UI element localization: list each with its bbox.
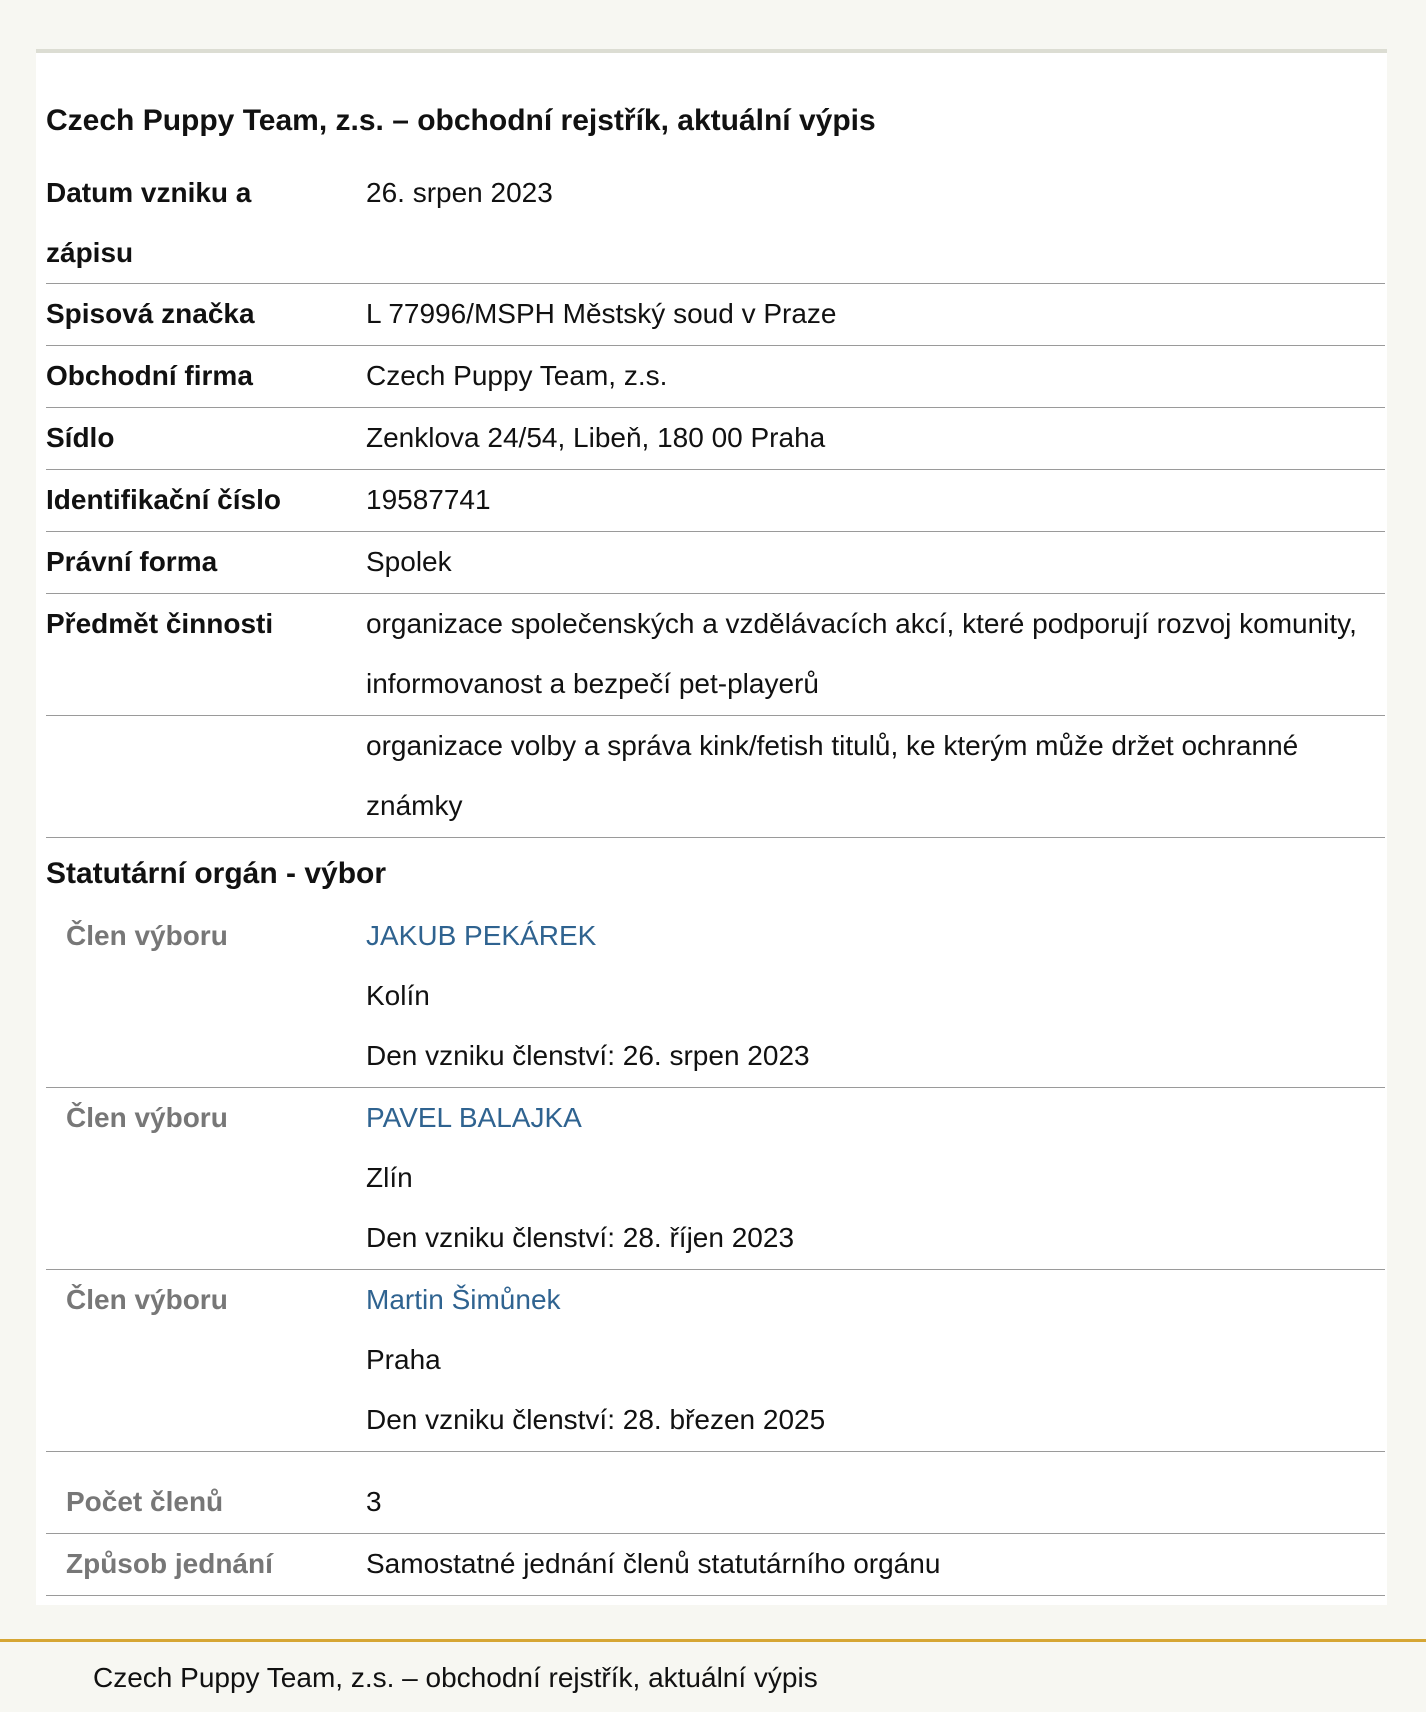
member-since: Den vzniku členství: 28. říjen 2023: [366, 1222, 795, 1253]
label-sidlo: Sídlo: [46, 422, 115, 453]
member-role: Člen výboru: [66, 920, 228, 951]
value-forma: Spolek: [366, 546, 452, 577]
label-firma: Obchodní firma: [46, 360, 253, 391]
member-row: [46, 906, 1385, 1088]
member-details: [366, 1088, 1376, 1268]
value-manner: Samostatné jednání členů statutárního orgánu: [366, 1548, 941, 1579]
row-sidlo: [46, 408, 1385, 470]
value-firma: Czech Puppy Team, z.s.: [366, 360, 668, 391]
value-predmet-2: organizace volby a správa kink/fetish titulů, ke kterým může držet ochranné známky: [366, 730, 1299, 821]
member-details: [366, 1270, 1376, 1450]
value-count: 3: [366, 1486, 382, 1517]
page-title: Czech Puppy Team, z.s. – obchodní rejstřík, aktuální výpis: [46, 104, 876, 137]
footer-divider: [0, 1639, 1426, 1642]
member-name-link[interactable]: JAKUB PEKÁREK: [366, 920, 597, 951]
row-predmet-2: [46, 716, 1385, 838]
member-role: Člen výboru: [66, 1284, 228, 1315]
footer-caption: Czech Puppy Team, z.s. – obchodní rejstřík, aktuální výpis: [93, 1662, 818, 1693]
label-count: Počet členů: [66, 1486, 224, 1517]
label-manner: Způsob jednání: [66, 1548, 273, 1579]
value-datum: 26. srpen 2023: [366, 177, 553, 208]
label-spisova: Spisová značka: [46, 298, 255, 329]
row-datum: [46, 163, 1385, 284]
member-since: Den vzniku členství: 26. srpen 2023: [366, 1040, 810, 1071]
member-role: Člen výboru: [66, 1102, 228, 1133]
section-title-statutory: Statutární orgán - výbor: [46, 857, 387, 890]
value-predmet-1: organizace společenských a vzdělávacích akcí, které podporují rozvoj komunity, informovanost a bezpečí pet-playerů: [366, 608, 1357, 699]
member-city: Praha: [366, 1344, 441, 1375]
row-spisova: [46, 284, 1385, 346]
label-datum: Datum vzniku a zápisu: [46, 177, 252, 268]
value-sidlo: Zenklova 24/54, Libeň, 180 00 Praha: [366, 422, 826, 453]
row-count: [46, 1452, 1385, 1534]
row-manner: [46, 1534, 1385, 1596]
member-name-link[interactable]: Martin Šimůnek: [366, 1284, 561, 1315]
member-since: Den vzniku členství: 28. březen 2025: [366, 1404, 826, 1435]
member-row: [46, 1088, 1385, 1270]
row-predmet-1: [46, 594, 1385, 716]
label-forma: Právní forma: [46, 546, 218, 577]
member-city: Zlín: [366, 1162, 413, 1193]
member-details: [366, 906, 1376, 1086]
member-row: [46, 1270, 1385, 1452]
value-spisova: L 77996/MSPH Městský soud v Praze: [366, 298, 837, 329]
row-firma: [46, 346, 1385, 408]
value-ico: 19587741: [366, 484, 491, 515]
label-predmet: Předmět činnosti: [46, 608, 274, 639]
row-ico: [46, 470, 1385, 532]
label-ico: Identifikační číslo: [46, 484, 281, 515]
member-city: Kolín: [366, 980, 430, 1011]
member-name-link[interactable]: PAVEL BALAJKA: [366, 1102, 582, 1133]
row-forma: [46, 532, 1385, 594]
register-card: [36, 49, 1387, 1605]
